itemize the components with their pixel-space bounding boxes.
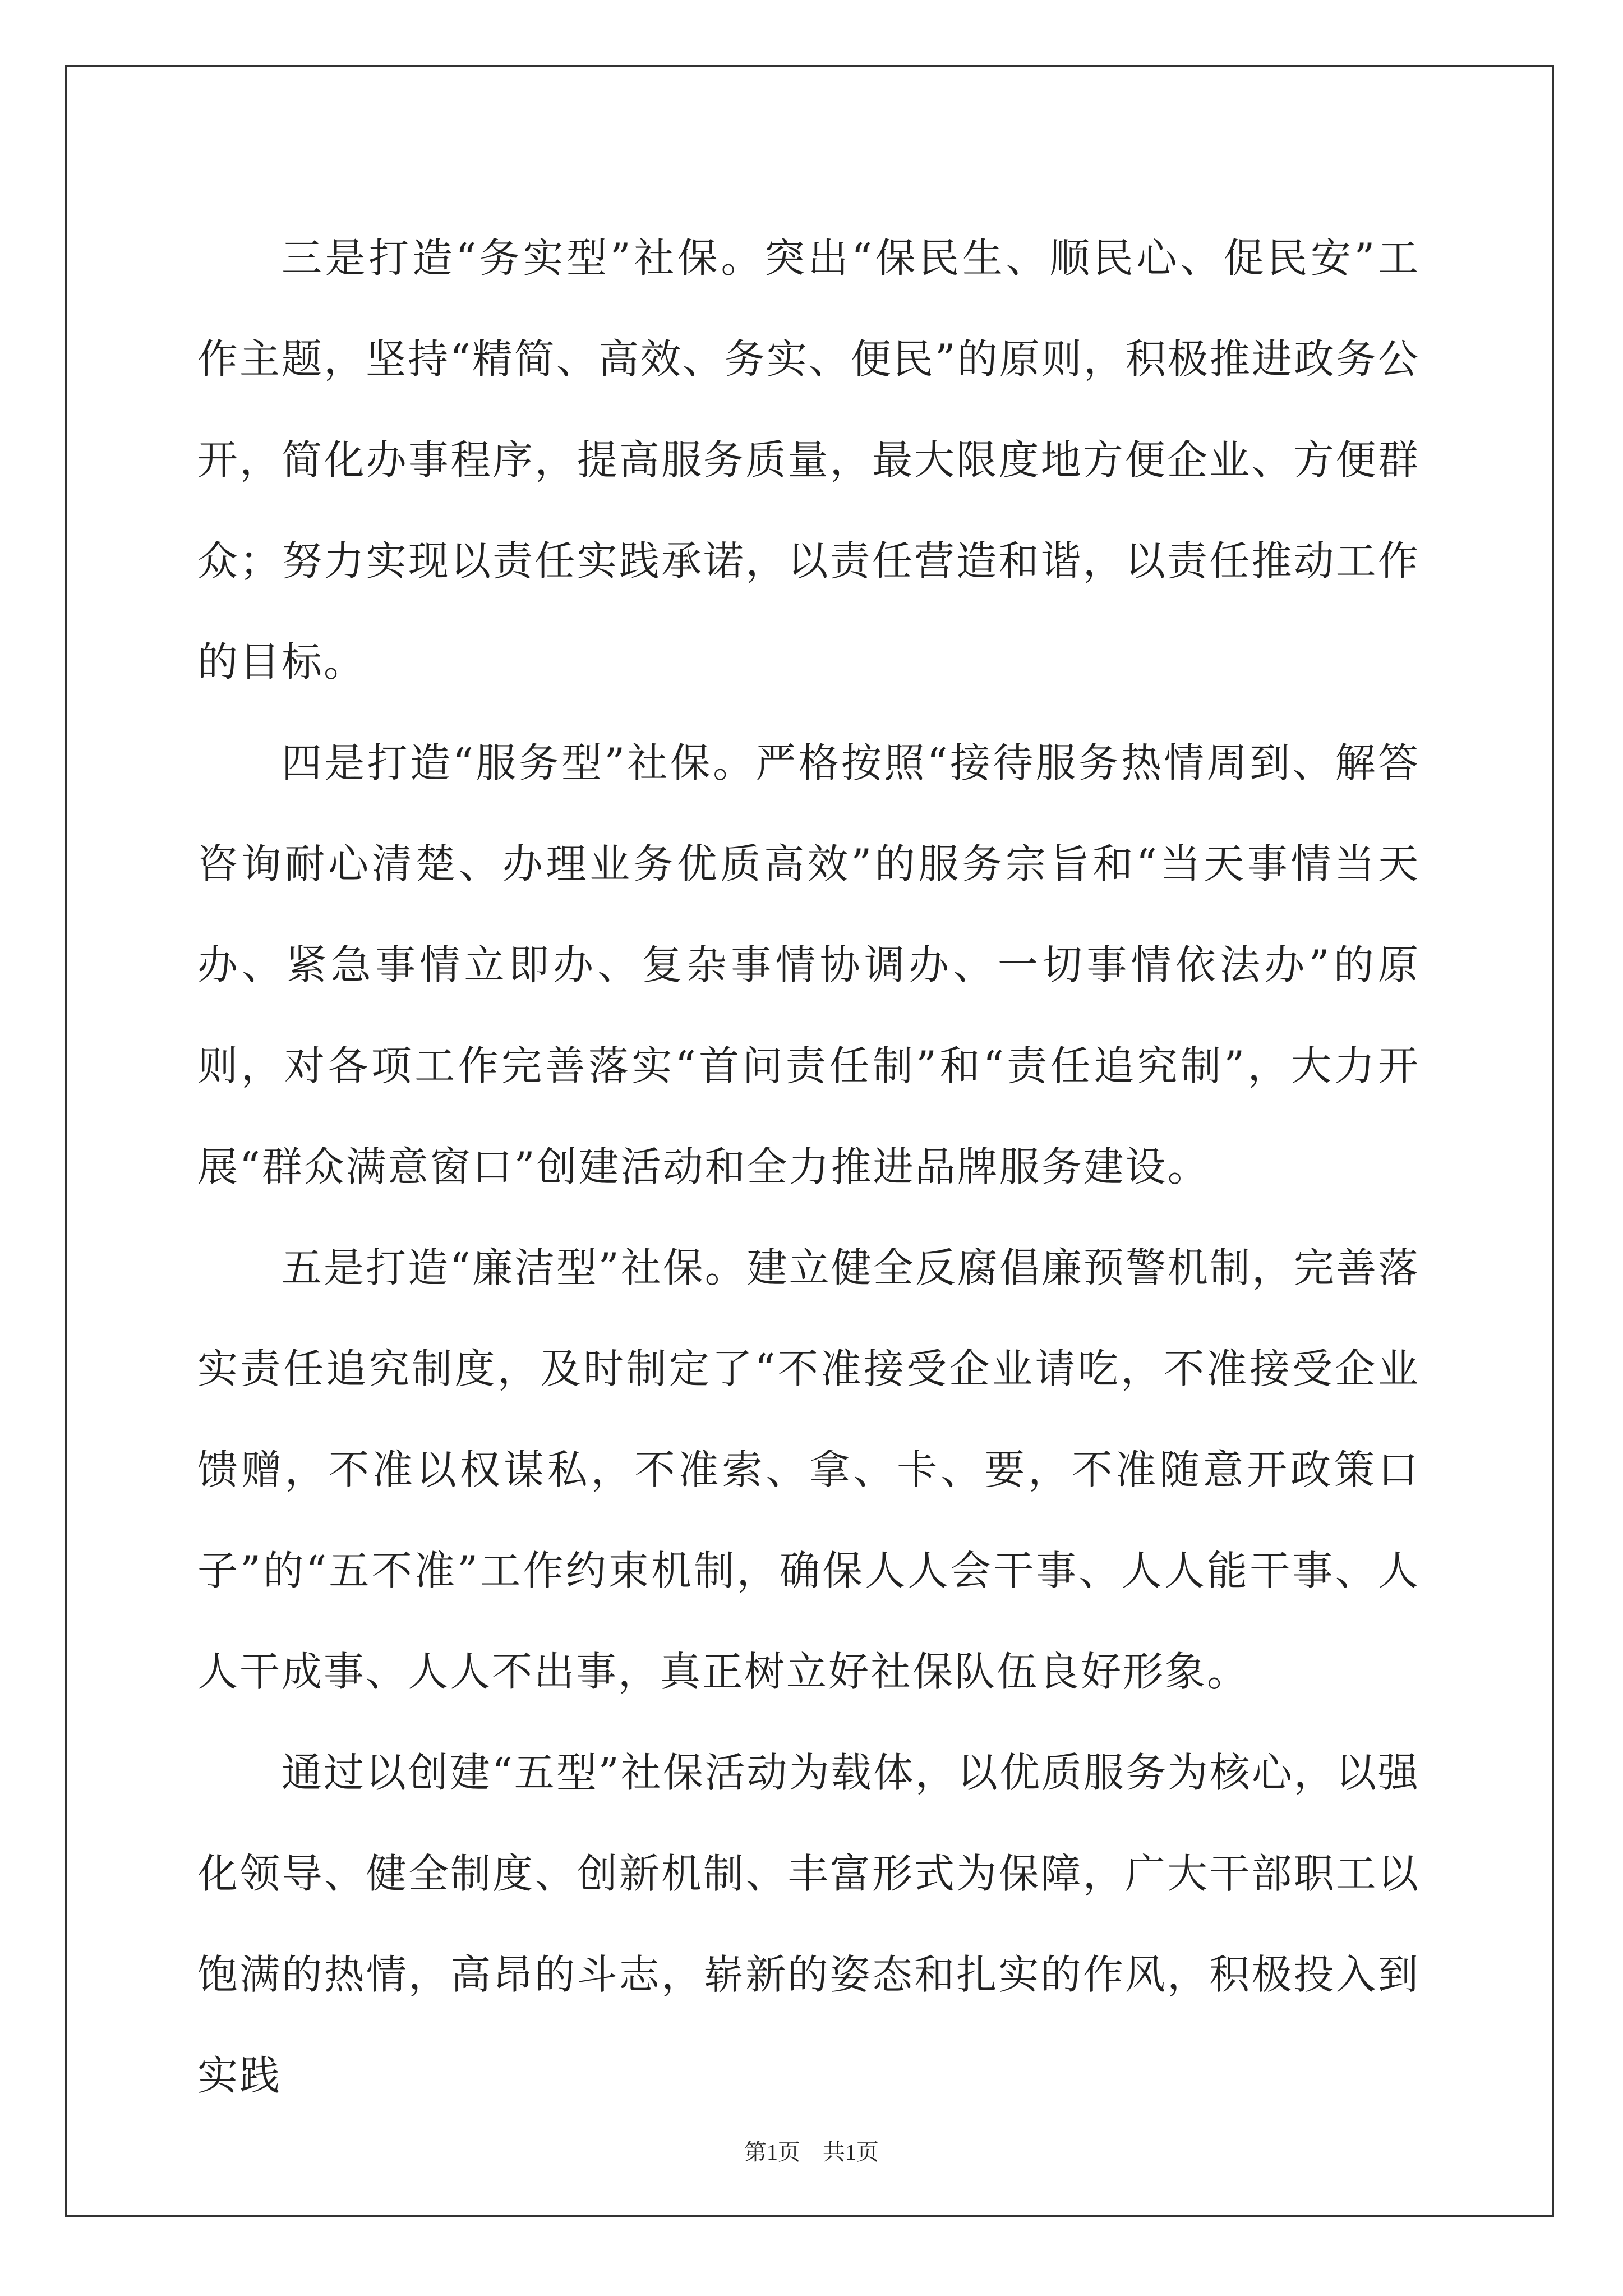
page-number: 第1页: [744, 2139, 800, 2165]
paragraph: 五是打造“廉洁型”社保。建立健全反腐倡廉预警机制，完善落实责任追究制度，及时制定了“不准接受企业请吃，不准接受企业馈赠，不准以权谋私，不准索、拿、卡、要，不准随意开政策口子”的“五不准”工作约束机制，确保人人会干事、人人能干事、人人干成事、人人不出事，真正树立好社保队伍良好形象。: [197, 1244, 1420, 1695]
document-body: [197, 208, 1420, 2126]
page-footer: [0, 2134, 1623, 2166]
page-total: 共1页: [823, 2139, 879, 2165]
paragraph: 三是打造“务实型”社保。突出“保民生、顺民心、促民安”工作主题，坚持“精简、高效、务实、便民”的原则，积极推进政务公开，简化办事程序，提高服务质量，最大限度地方便企业、方便群众；努力实现以责任实践承诺，以责任营造和谐，以责任推动工作的目标。: [197, 234, 1420, 685]
paragraph: 通过以创建“五型”社保活动为载体，以优质服务为核心，以强化领导、健全制度、创新机制、丰富形式为保障，广大干部职工以饱满的热情，高昂的斗志，崭新的姿态和扎实的作风，积极投入到实践: [197, 1749, 1420, 2099]
paragraph: 四是打造“服务型”社保。严格按照“接待服务热情周到、解答咨询耐心清楚、办理业务优质高效”的服务宗旨和“当天事情当天办、紧急事情立即办、复杂事情协调办、一切事情依法办”的原则，对各项工作完善落实“首问责任制”和“责任追究制”，大力开展“群众满意窗口”创建活动和全力推进品牌服务建设。: [197, 739, 1420, 1190]
